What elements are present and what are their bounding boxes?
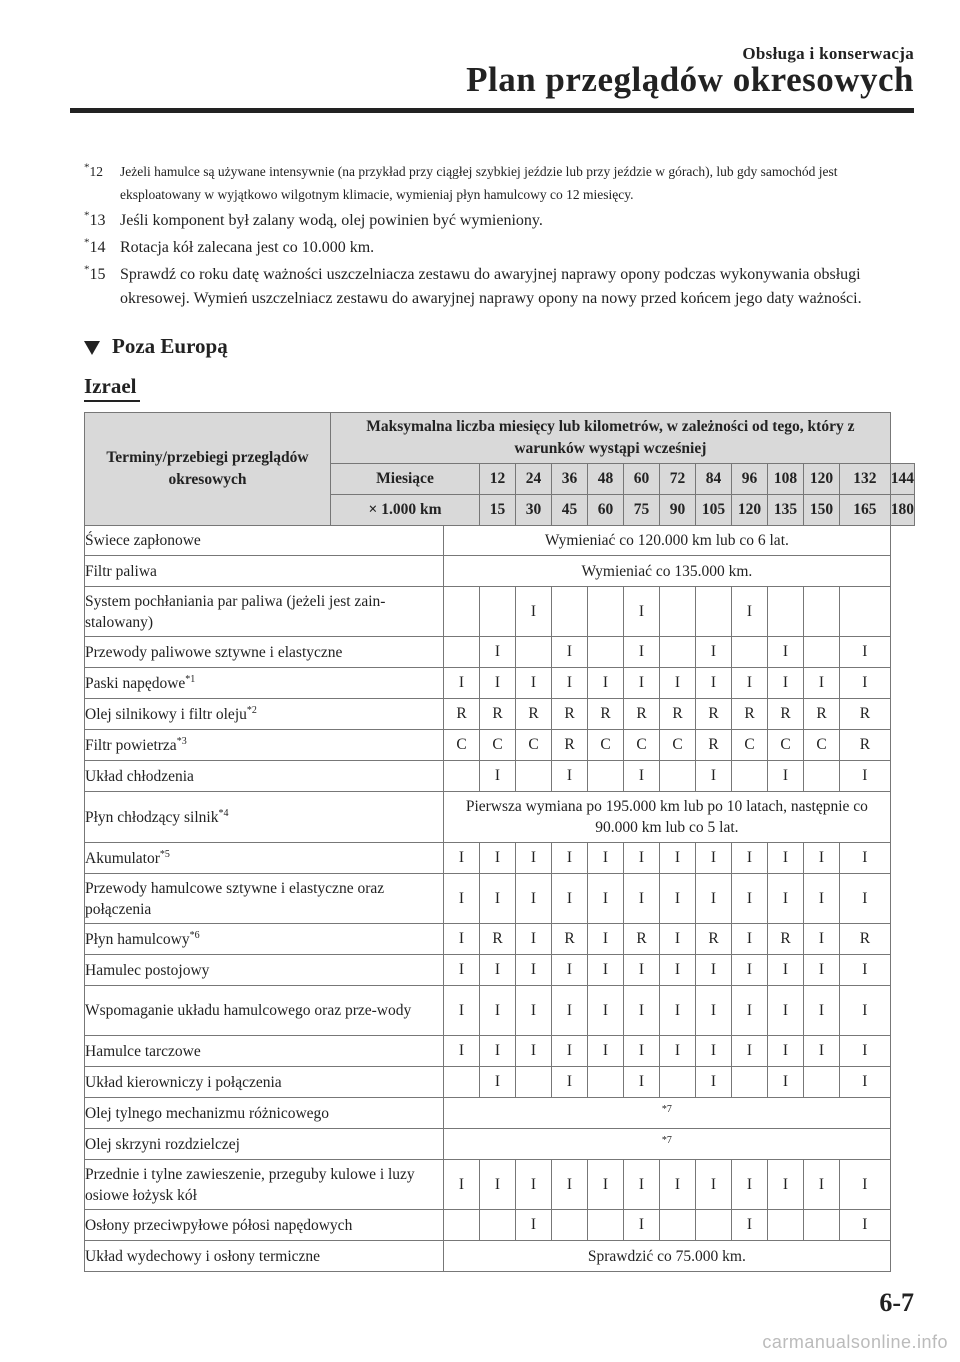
schedule-cell: I bbox=[480, 874, 516, 924]
schedule-cell: I bbox=[624, 761, 660, 792]
km-header: 90 bbox=[660, 495, 696, 526]
schedule-cell: I bbox=[840, 1160, 891, 1210]
table-row bbox=[85, 1129, 915, 1160]
schedule-cell: I bbox=[552, 874, 588, 924]
schedule-cell bbox=[444, 1210, 480, 1241]
schedule-cell bbox=[588, 1210, 624, 1241]
schedule-cell: I bbox=[804, 1036, 840, 1067]
schedule-cell: I bbox=[480, 637, 516, 668]
schedule-cell bbox=[444, 761, 480, 792]
schedule-cell: R bbox=[696, 730, 732, 761]
schedule-cell: I bbox=[552, 761, 588, 792]
month-header: 144 bbox=[890, 464, 914, 495]
item-label: Przewody hamulcowe sztywne i elastyczne oraz połączenia bbox=[85, 874, 444, 924]
month-header: 36 bbox=[552, 464, 588, 495]
schedule-cell: I bbox=[732, 587, 768, 637]
schedule-cell: I bbox=[444, 668, 480, 699]
footnote: *13 Jeśli komponent był zalany wodą, olej powinien być wymieniony. bbox=[84, 209, 543, 229]
item-label: Przednie i tylne zawieszenie, przeguby kulowe i luzy osiowe łożysk kół bbox=[85, 1160, 444, 1210]
note-ref: *2 bbox=[246, 704, 257, 716]
schedule-cell: I bbox=[660, 1036, 696, 1067]
km-header: 60 bbox=[588, 495, 624, 526]
item-label: Akumulator$^{*5}$ bbox=[85, 843, 444, 874]
schedule-cell: I bbox=[696, 843, 732, 874]
schedule-cell: I bbox=[516, 1036, 552, 1067]
footnote-text: Rotacja kół zalecana jest co 10.000 km. bbox=[120, 239, 375, 256]
schedule-cell bbox=[732, 1067, 768, 1098]
schedule-cell: I bbox=[732, 955, 768, 986]
schedule-cell: I bbox=[768, 761, 804, 792]
schedule-cell: I bbox=[588, 1036, 624, 1067]
schedule-cell: I bbox=[732, 986, 768, 1036]
footnote-text: Jeśli komponent był zalany wodą, olej powinien być wymieniony. bbox=[120, 212, 543, 229]
km-label: × 1.000 km bbox=[331, 495, 480, 526]
schedule-cell bbox=[732, 761, 768, 792]
schedule-cell: R bbox=[696, 924, 732, 955]
schedule-cell: R bbox=[624, 924, 660, 955]
schedule-cell: I bbox=[516, 587, 552, 637]
schedule-cell bbox=[660, 761, 696, 792]
schedule-cell: I bbox=[840, 1210, 891, 1241]
schedule-cell: I bbox=[804, 986, 840, 1036]
schedule-cell: C bbox=[444, 730, 480, 761]
schedule-cell: I bbox=[804, 874, 840, 924]
schedule-cell: I bbox=[732, 668, 768, 699]
schedule-cell: R bbox=[660, 699, 696, 730]
schedule-cell: I bbox=[516, 924, 552, 955]
schedule-cell: I bbox=[516, 1160, 552, 1210]
schedule-cell bbox=[804, 587, 840, 637]
item-label: Układ kierowniczy i połączenia bbox=[85, 1067, 444, 1098]
schedule-cell: I bbox=[840, 668, 891, 699]
schedule-cell: I bbox=[552, 986, 588, 1036]
schedule-cell: I bbox=[768, 637, 804, 668]
table-row bbox=[85, 761, 915, 792]
schedule-cell: R bbox=[552, 924, 588, 955]
schedule-cell: I bbox=[840, 986, 891, 1036]
item-label: Przewody paliwowe sztywne i elastyczne bbox=[85, 637, 444, 668]
schedule-cell: I bbox=[588, 668, 624, 699]
schedule-cell: I bbox=[444, 986, 480, 1036]
schedule-cell: I bbox=[444, 874, 480, 924]
schedule-cell: I bbox=[768, 843, 804, 874]
schedule-cell: I bbox=[444, 1036, 480, 1067]
schedule-cell: I bbox=[552, 1067, 588, 1098]
table-row bbox=[85, 1098, 915, 1129]
km-header: 180 bbox=[890, 495, 914, 526]
schedule-cell bbox=[516, 761, 552, 792]
table-row bbox=[85, 526, 915, 556]
table-row bbox=[85, 587, 915, 637]
month-header: 72 bbox=[660, 464, 696, 495]
schedule-cell: I bbox=[660, 924, 696, 955]
interval-text: Wymieniać co 120.000 km lub co 6 lat. bbox=[444, 526, 891, 556]
month-header: 60 bbox=[624, 464, 660, 495]
schedule-cell: I bbox=[768, 874, 804, 924]
schedule-cell: I bbox=[768, 1036, 804, 1067]
schedule-cell bbox=[804, 637, 840, 668]
interval-header: Maksymalna liczba miesięcy lub kilometrów, w zależności od tego, który z warunków wystąpi wcześniej bbox=[331, 413, 891, 464]
schedule-cell: R bbox=[804, 699, 840, 730]
schedule-cell bbox=[660, 1067, 696, 1098]
schedule-cell: I bbox=[624, 1067, 660, 1098]
footnotes bbox=[84, 160, 914, 314]
item-label: Olej silnikowy i filtr oleju$^{*2}$ bbox=[85, 699, 444, 730]
schedule-cell: R bbox=[588, 699, 624, 730]
item-label: Hamulce tarczowe bbox=[85, 1036, 444, 1067]
schedule-cell: I bbox=[840, 1067, 891, 1098]
schedule-cell: I bbox=[840, 1036, 891, 1067]
schedule-cell: I bbox=[660, 874, 696, 924]
schedule-cell: I bbox=[552, 668, 588, 699]
schedule-cell: I bbox=[444, 843, 480, 874]
schedule-cell: R bbox=[516, 699, 552, 730]
schedule-cell: I bbox=[480, 986, 516, 1036]
schedule-cell: I bbox=[696, 761, 732, 792]
schedule-cell: I bbox=[516, 874, 552, 924]
schedule-cell: I bbox=[696, 1067, 732, 1098]
schedule-cell: I bbox=[480, 1160, 516, 1210]
schedule-cell: I bbox=[624, 955, 660, 986]
interval-note: *7 bbox=[444, 1129, 891, 1160]
schedule-cell: R bbox=[840, 699, 891, 730]
item-label: Olej skrzyni rozdzielczej bbox=[85, 1129, 444, 1160]
schedule-cell: I bbox=[696, 986, 732, 1036]
triangle-bullet-icon bbox=[84, 341, 100, 355]
schedule-cell: I bbox=[516, 668, 552, 699]
schedule-cell bbox=[480, 1210, 516, 1241]
item-label: Olej tylnego mechanizmu różnicowego bbox=[85, 1098, 444, 1129]
schedule-cell: I bbox=[696, 1160, 732, 1210]
schedule-cell: R bbox=[552, 730, 588, 761]
section-heading: Poza Europą bbox=[84, 334, 228, 359]
schedule-cell bbox=[588, 637, 624, 668]
schedule-cell: R bbox=[768, 699, 804, 730]
schedule-cell bbox=[696, 1210, 732, 1241]
schedule-cell: R bbox=[696, 699, 732, 730]
schedule-cell: I bbox=[732, 1160, 768, 1210]
schedule-cell: I bbox=[660, 668, 696, 699]
schedule-cell: I bbox=[480, 1036, 516, 1067]
note-ref: *1 bbox=[185, 673, 196, 685]
interval-text: Sprawdzić co 75.000 km. bbox=[444, 1241, 891, 1272]
country-underline bbox=[84, 400, 140, 402]
interval-text: Pierwsza wymiana po 195.000 km lub po 10 latach, następnie co 90.000 km lub co 5 lat. bbox=[444, 792, 891, 843]
table-row bbox=[85, 843, 915, 874]
schedule-cell bbox=[840, 587, 891, 637]
interval-text: Wymieniać co 135.000 km. bbox=[444, 556, 891, 587]
table-row bbox=[85, 637, 915, 668]
schedule-cell: I bbox=[552, 637, 588, 668]
schedule-cell: I bbox=[444, 924, 480, 955]
schedule-cell: I bbox=[624, 986, 660, 1036]
footnote-text: Jeżeli hamulce są używane intensywnie (na przykład przy ciągłej szybkiej jeździe lub przy jeździe w górach), lub gdy samochód jest eksploatowany w wyjątkowo wilgotnym klimacie, wymieniaj płyn hamulcowy co 12 miesięcy. bbox=[120, 164, 838, 202]
interval-note: *7 bbox=[444, 1098, 891, 1129]
table-row bbox=[85, 955, 915, 986]
header-rule bbox=[70, 108, 914, 113]
schedule-cell: I bbox=[588, 986, 624, 1036]
table-row bbox=[85, 792, 915, 843]
schedule-cell: I bbox=[840, 637, 891, 668]
month-header: 120 bbox=[804, 464, 840, 495]
schedule-cell: I bbox=[768, 955, 804, 986]
schedule-cell: I bbox=[480, 1067, 516, 1098]
schedule-cell: I bbox=[660, 986, 696, 1036]
schedule-cell: I bbox=[840, 874, 891, 924]
schedule-cell: I bbox=[804, 924, 840, 955]
schedule-cell: I bbox=[804, 843, 840, 874]
schedule-cell: R bbox=[444, 699, 480, 730]
schedule-cell: C bbox=[624, 730, 660, 761]
schedule-cell: I bbox=[840, 955, 891, 986]
table-row bbox=[85, 1160, 915, 1210]
month-header: 84 bbox=[696, 464, 732, 495]
item-label: Płyn hamulcowy$^{*6}$ bbox=[85, 924, 444, 955]
month-header: 96 bbox=[732, 464, 768, 495]
schedule-cell: I bbox=[732, 924, 768, 955]
item-label: Hamulec postojowy bbox=[85, 955, 444, 986]
schedule-cell: R bbox=[624, 699, 660, 730]
schedule-cell bbox=[552, 1210, 588, 1241]
km-header: 120 bbox=[732, 495, 768, 526]
item-label: Płyn chłodzący silnik$^{*4}$ bbox=[85, 792, 444, 843]
schedule-cell: R bbox=[480, 924, 516, 955]
schedule-cell: I bbox=[516, 843, 552, 874]
table-row bbox=[85, 668, 915, 699]
schedule-cell: I bbox=[516, 1210, 552, 1241]
item-label: Filtr powietrza$^{*3}$ bbox=[85, 730, 444, 761]
schedule-cell bbox=[588, 587, 624, 637]
note-ref: *4 bbox=[218, 807, 229, 819]
schedule-cell: I bbox=[480, 668, 516, 699]
schedule-cell: I bbox=[732, 874, 768, 924]
schedule-cell: I bbox=[696, 668, 732, 699]
footnote: *12 Jeżeli hamulce są używane intensywnie (na przykład przy ciągłej szybkiej jeździe lub przy jeździe w górach), lub gdy samochód jest eksploatowany w wyjątkowo wilgotnym klimacie, wymieniaj płyn hamulcowy co 12 miesięcy. bbox=[84, 161, 838, 202]
schedule-cell: I bbox=[444, 1160, 480, 1210]
page-number: 6-7 bbox=[879, 1288, 914, 1317]
schedule-cell: I bbox=[480, 761, 516, 792]
schedule-cell: I bbox=[552, 1160, 588, 1210]
schedule-cell: I bbox=[516, 986, 552, 1036]
schedule-cell bbox=[444, 637, 480, 668]
maintenance-schedule-table bbox=[84, 412, 915, 1272]
schedule-cell: R bbox=[840, 924, 891, 955]
schedule-cell: I bbox=[588, 1160, 624, 1210]
schedule-cell: I bbox=[624, 668, 660, 699]
page-title: Plan przeglądów okresowych bbox=[466, 60, 914, 99]
month-header: 132 bbox=[840, 464, 891, 495]
schedule-cell: I bbox=[660, 955, 696, 986]
schedule-cell bbox=[804, 761, 840, 792]
schedule-cell: R bbox=[552, 699, 588, 730]
schedule-cell: I bbox=[696, 955, 732, 986]
schedule-cell: I bbox=[804, 955, 840, 986]
schedule-cell: I bbox=[804, 1160, 840, 1210]
note-ref: *3 bbox=[176, 735, 187, 747]
footnote: *14 Rotacja kół zalecana jest co 10.000 km. bbox=[84, 236, 375, 256]
schedule-cell: I bbox=[696, 1036, 732, 1067]
schedule-cell: I bbox=[804, 668, 840, 699]
schedule-cell: I bbox=[732, 843, 768, 874]
schedule-cell: R bbox=[768, 924, 804, 955]
schedule-cell: I bbox=[552, 843, 588, 874]
footnote-text: Sprawdź co roku datę ważności uszczelniacza zestawu do awaryjnej naprawy opony podczas wykonywania obsługi okresowej. Wymień uszczelniacz zestawu do awaryjnej naprawy opony na nowy przed końcem jego daty ważności. bbox=[120, 266, 862, 307]
schedule-cell: I bbox=[480, 955, 516, 986]
schedule-cell bbox=[588, 761, 624, 792]
table-row bbox=[85, 699, 915, 730]
table-row bbox=[85, 556, 915, 587]
note-ref: *5 bbox=[159, 848, 170, 860]
item-label: Układ chłodzenia bbox=[85, 761, 444, 792]
km-header: 165 bbox=[840, 495, 891, 526]
schedule-cell: I bbox=[588, 955, 624, 986]
schedule-cell: I bbox=[588, 843, 624, 874]
schedule-cell: I bbox=[624, 1160, 660, 1210]
schedule-cell bbox=[660, 637, 696, 668]
table-row bbox=[85, 1241, 915, 1272]
schedule-cell bbox=[516, 637, 552, 668]
km-header: 15 bbox=[480, 495, 516, 526]
km-header: 75 bbox=[624, 495, 660, 526]
km-header: 30 bbox=[516, 495, 552, 526]
item-label: Wspomaganie układu hamulcowego oraz prze-wody bbox=[85, 986, 444, 1036]
schedule-cell bbox=[444, 1067, 480, 1098]
schedule-cell bbox=[660, 1210, 696, 1241]
schedule-cell: I bbox=[552, 955, 588, 986]
km-header: 135 bbox=[768, 495, 804, 526]
schedule-cell: I bbox=[768, 1160, 804, 1210]
schedule-cell: I bbox=[552, 1036, 588, 1067]
table-row bbox=[85, 986, 915, 1036]
schedule-cell: I bbox=[624, 637, 660, 668]
schedule-cell: I bbox=[444, 955, 480, 986]
footnote: *15 Sprawdź co roku datę ważności uszczelniacza zestawu do awaryjnej naprawy opony podczas wykonywania obsługi okresowej. Wymień uszczelniacz zestawu do awaryjnej naprawy opony na nowy przed końcem jego daty ważności. bbox=[84, 263, 862, 307]
schedule-cell: I bbox=[624, 1210, 660, 1241]
schedule-cell: I bbox=[768, 668, 804, 699]
table-row bbox=[85, 1210, 915, 1241]
km-header: 150 bbox=[804, 495, 840, 526]
schedule-cell: I bbox=[732, 1036, 768, 1067]
schedule-cell bbox=[768, 1210, 804, 1241]
km-header: 105 bbox=[696, 495, 732, 526]
schedule-cell bbox=[660, 587, 696, 637]
schedule-cell bbox=[768, 587, 804, 637]
month-header: 48 bbox=[588, 464, 624, 495]
schedule-cell bbox=[804, 1067, 840, 1098]
schedule-cell: R bbox=[840, 730, 891, 761]
item-label: Świece zapłonowe bbox=[85, 526, 444, 556]
schedule-cell: I bbox=[624, 843, 660, 874]
schedule-cell: C bbox=[516, 730, 552, 761]
month-header: 24 bbox=[516, 464, 552, 495]
schedule-cell: I bbox=[480, 843, 516, 874]
schedule-cell: R bbox=[732, 699, 768, 730]
schedule-cell: I bbox=[732, 1210, 768, 1241]
watermark: carmanualsonline.info bbox=[762, 1332, 948, 1352]
note-ref: *6 bbox=[189, 929, 200, 941]
schedule-cell: C bbox=[480, 730, 516, 761]
item-label: Osłony przeciwpyłowe półosi napędowych bbox=[85, 1210, 444, 1241]
schedule-cell: I bbox=[660, 843, 696, 874]
km-header: 45 bbox=[552, 495, 588, 526]
schedule-cell: C bbox=[768, 730, 804, 761]
schedule-cell bbox=[732, 637, 768, 668]
item-label: Paski napędowe$^{*1}$ bbox=[85, 668, 444, 699]
schedule-cell bbox=[516, 1067, 552, 1098]
corner-header: Terminy/przebiegi przeglądów okresowych bbox=[85, 413, 331, 526]
schedule-cell bbox=[444, 587, 480, 637]
schedule-cell: R bbox=[480, 699, 516, 730]
schedule-cell: C bbox=[660, 730, 696, 761]
schedule-cell bbox=[696, 587, 732, 637]
schedule-cell: I bbox=[840, 761, 891, 792]
schedule-cell: C bbox=[588, 730, 624, 761]
schedule-cell: I bbox=[768, 1067, 804, 1098]
item-label: System pochłaniania par paliwa (jeżeli jest zain-stalowany) bbox=[85, 587, 444, 637]
schedule-cell bbox=[588, 1067, 624, 1098]
table-row bbox=[85, 874, 915, 924]
schedule-cell: I bbox=[840, 843, 891, 874]
country-heading: Izrael bbox=[84, 374, 137, 398]
schedule-cell bbox=[804, 1210, 840, 1241]
schedule-cell bbox=[552, 587, 588, 637]
item-label: Filtr paliwa bbox=[85, 556, 444, 587]
schedule-cell: I bbox=[588, 874, 624, 924]
chapter-title: Obsługa i konserwacja bbox=[742, 44, 914, 63]
schedule-cell: I bbox=[624, 874, 660, 924]
schedule-cell: I bbox=[696, 637, 732, 668]
item-label: Układ wydechowy i osłony termiczne bbox=[85, 1241, 444, 1272]
schedule-cell: I bbox=[624, 1036, 660, 1067]
schedule-cell: C bbox=[804, 730, 840, 761]
months-label: Miesiące bbox=[331, 464, 480, 495]
table-row bbox=[85, 924, 915, 955]
schedule-cell: I bbox=[588, 924, 624, 955]
schedule-cell: I bbox=[516, 955, 552, 986]
schedule-cell: I bbox=[660, 1160, 696, 1210]
schedule-cell: I bbox=[768, 986, 804, 1036]
month-header: 12 bbox=[480, 464, 516, 495]
table-row bbox=[85, 730, 915, 761]
schedule-cell: C bbox=[732, 730, 768, 761]
table-row bbox=[85, 1036, 915, 1067]
schedule-cell bbox=[480, 587, 516, 637]
schedule-cell: I bbox=[624, 587, 660, 637]
table-row bbox=[85, 1067, 915, 1098]
month-header: 108 bbox=[768, 464, 804, 495]
schedule-cell: I bbox=[696, 874, 732, 924]
